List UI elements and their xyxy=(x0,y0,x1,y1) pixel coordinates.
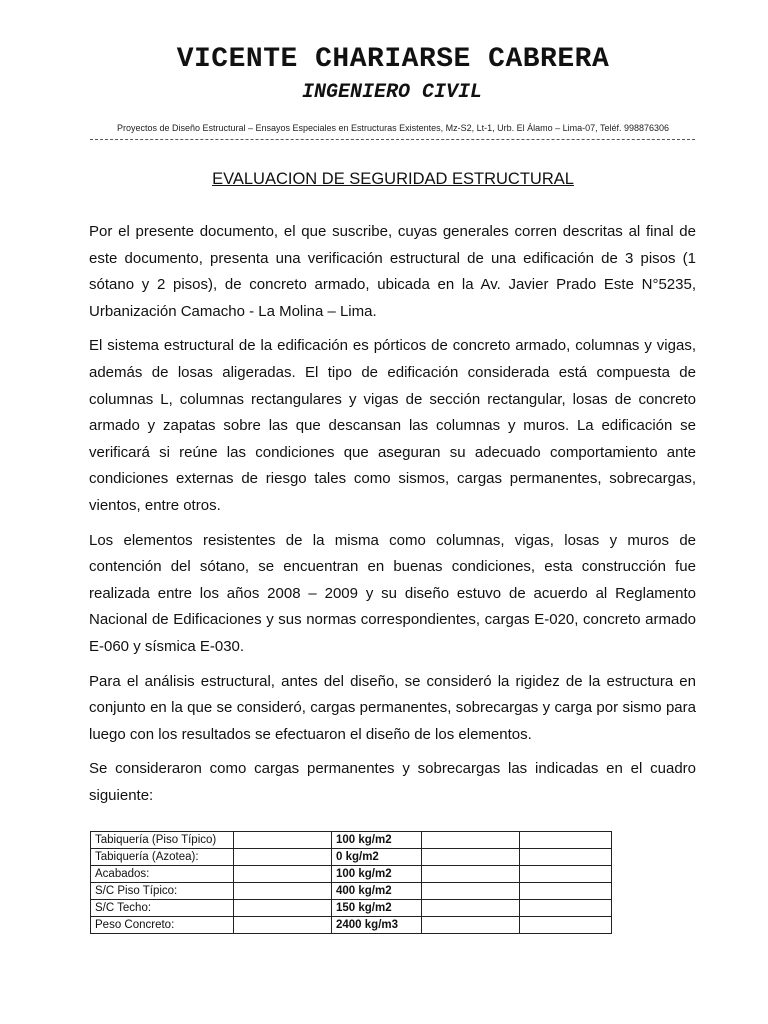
empty-cell xyxy=(422,866,520,883)
table-row xyxy=(91,866,612,883)
empty-cell xyxy=(234,917,332,934)
table-row xyxy=(91,832,612,849)
load-label: S/C Techo: xyxy=(91,900,234,917)
document-body xyxy=(89,219,696,817)
empty-cell xyxy=(234,883,332,900)
empty-cell xyxy=(422,917,520,934)
load-label: S/C Piso Típico: xyxy=(91,883,234,900)
empty-cell xyxy=(234,866,332,883)
empty-cell xyxy=(422,849,520,866)
empty-cell xyxy=(520,883,612,900)
paragraph: Se consideraron como cargas permanentes y sobrecargas las indicadas en el cuadro siguiente: xyxy=(89,760,696,804)
load-value: 150 kg/m2 xyxy=(332,900,422,917)
load-value: 400 kg/m2 xyxy=(332,883,422,900)
table-row xyxy=(91,917,612,934)
table-row xyxy=(91,900,612,917)
header-divider xyxy=(90,139,695,140)
table-row xyxy=(91,883,612,900)
document-title: EVALUACION DE SEGURIDAD ESTRUCTURAL xyxy=(212,170,574,188)
paragraph: El sistema estructural de la edificación es pórticos de concreto armado, columnas y vigas, además de losas aligeradas. El tipo de edificación considerada está compuesta de columnas L, columnas rectangulares y vigas de sección rectangular, losas de concreto armado y zapatas sobre las que descansan las columnas y muros. La edificación se verificará si reúne las condiciones que aseguran su adecuado comportamiento ante condiciones externas de riesgo tales como sismos, cargas permanentes, sobrecargas, vientos, entre otros. xyxy=(89,337,696,514)
empty-cell xyxy=(234,832,332,849)
load-label: Tabiquería (Piso Típico) xyxy=(91,832,234,849)
paragraph: Los elementos resistentes de la misma como columnas, vigas, losas y muros de contención del sótano, se encuentran en buenas condiciones, esta construcción fue realizada entre los años 2008 – 2009 y su diseño estuvo de acuerdo al Reglamento Nacional de Edificaciones y sus normas correspondientes, cargas E-020, concreto armado E-060 y sísmica E-030. xyxy=(89,531,696,655)
loads-table xyxy=(90,831,612,934)
empty-cell xyxy=(520,832,612,849)
empty-cell xyxy=(422,883,520,900)
empty-cell xyxy=(422,900,520,917)
engineer-role: INGENIERO CIVIL xyxy=(301,81,483,104)
empty-cell xyxy=(234,900,332,917)
paragraph: Por el presente documento, el que suscribe, cuyas generales corren descritas al final de este documento, presenta una verificación estructural de una edificación de 3 pisos (1 sótano y 2 pisos), de concreto armado, ubicada en la Av. Javier Prado Este N°5235, Urbanización Camacho - La Molina – Lima. xyxy=(89,223,696,320)
empty-cell xyxy=(520,917,612,934)
load-value: 2400 kg/m3 xyxy=(332,917,422,934)
load-label: Tabiquería (Azotea): xyxy=(91,849,234,866)
empty-cell xyxy=(520,900,612,917)
paragraph: Para el análisis estructural, antes del diseño, se consideró la rigidez de la estructura en conjunto en la que se consideró, cargas permanentes, sobrecargas y carga por sismo para luego con los resultados se efectuaron el diseño de los elementos. xyxy=(89,672,696,743)
table-row xyxy=(91,849,612,866)
load-value: 0 kg/m2 xyxy=(332,849,422,866)
engineer-name: VICENTE CHARIARSE CABRERA xyxy=(176,44,610,75)
load-label: Peso Concreto: xyxy=(91,917,234,934)
contact-line: Proyectos de Diseño Estructural – Ensayos Especiales en Estructuras Existentes, Mz-S2, Lt-1, Urb. El Álamo – Lima-07, Teléf. 998876306 xyxy=(116,123,670,133)
load-label: Acabados: xyxy=(91,866,234,883)
empty-cell xyxy=(422,832,520,849)
empty-cell xyxy=(234,849,332,866)
load-value: 100 kg/m2 xyxy=(332,866,422,883)
load-value: 100 kg/m2 xyxy=(332,832,422,849)
empty-cell xyxy=(520,866,612,883)
empty-cell xyxy=(520,849,612,866)
